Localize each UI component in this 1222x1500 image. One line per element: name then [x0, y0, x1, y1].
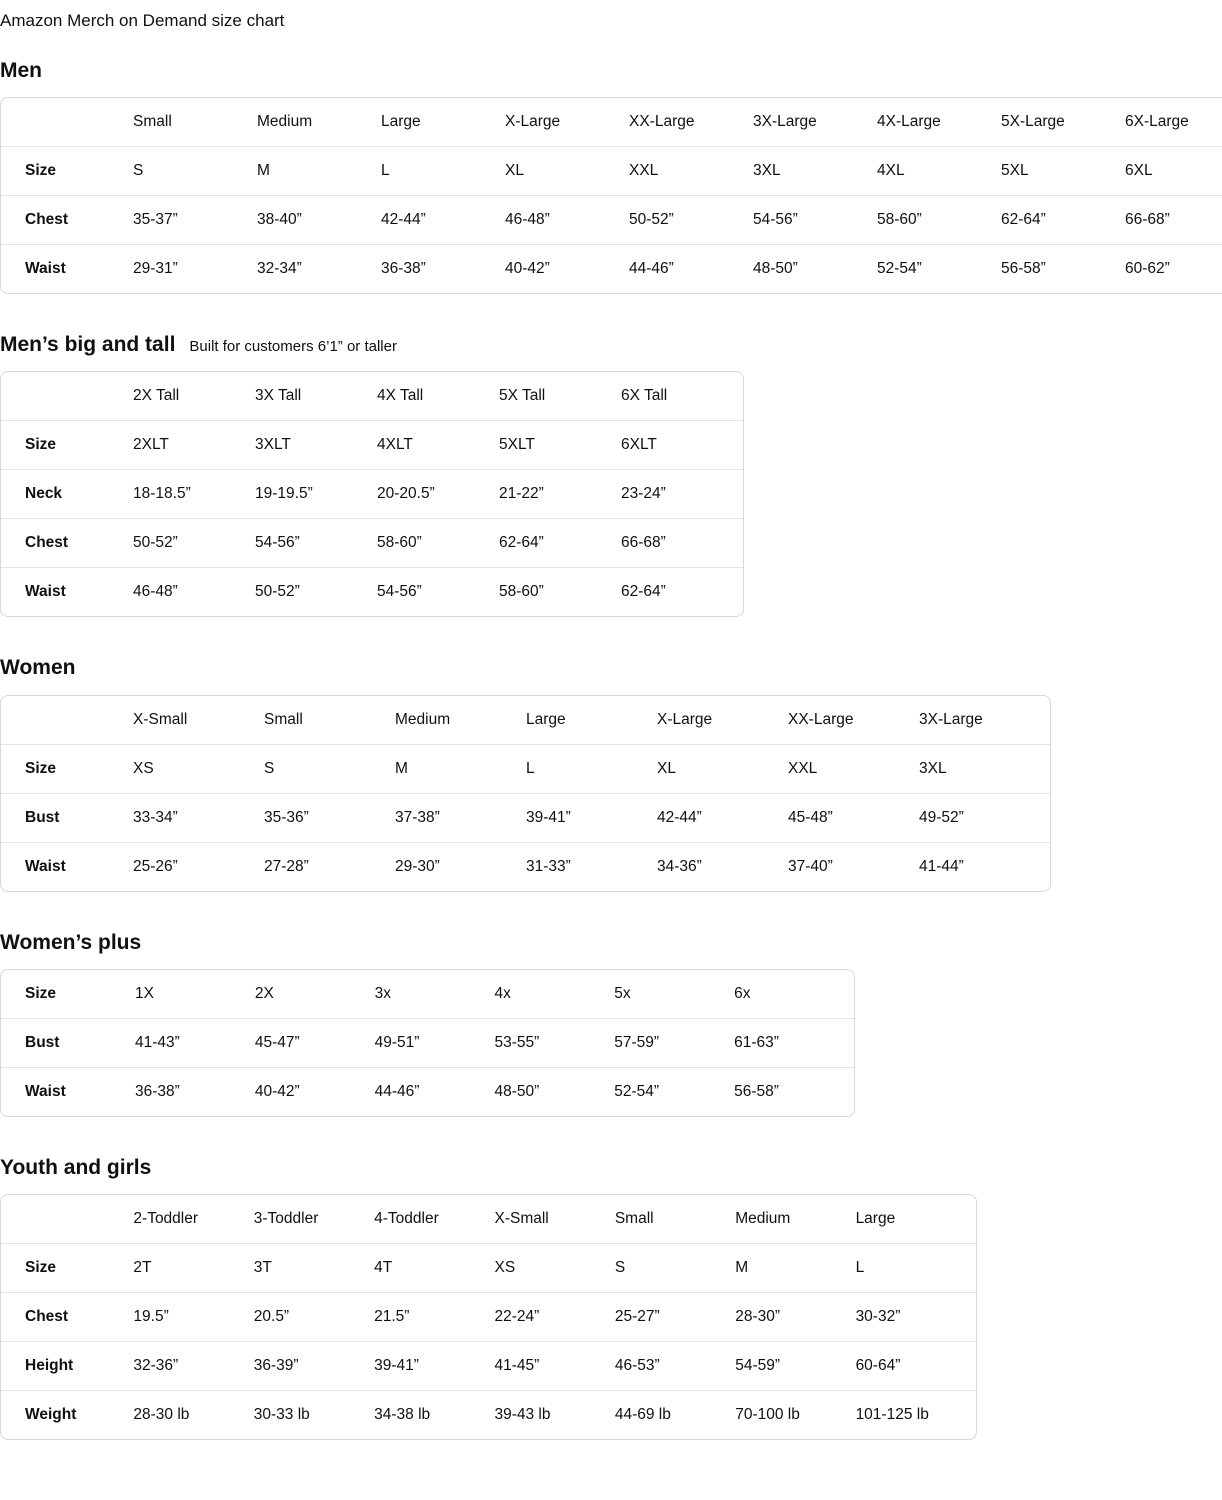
table-cell: 6XL [1125, 147, 1222, 196]
table-cell: S [615, 1244, 735, 1293]
table-cell: 34-38 lb [374, 1406, 431, 1424]
table-cell: S [264, 745, 395, 794]
header-cell: 6X-Large [1125, 98, 1222, 147]
header-cell: Medium [735, 1195, 855, 1244]
header-cell: X-Small [494, 1195, 614, 1244]
section-title-youth-and-girls: Youth and girls [0, 1155, 152, 1179]
size-table-women [0, 695, 1051, 892]
table-cell: 56-58” [1001, 260, 1046, 278]
header-cell: 3X-Large [753, 98, 877, 147]
table-cell: XS [133, 745, 264, 794]
table-cell: 37-38” [395, 794, 526, 843]
row-label: Neck [1, 470, 133, 519]
header-cell: Large [526, 696, 657, 745]
table-header-row [1, 696, 1050, 745]
header-cell: 4X Tall [377, 372, 499, 421]
table-row [1, 970, 854, 1019]
table-cell: 2X [255, 970, 375, 1019]
table-cell: XS [494, 1244, 614, 1293]
table-cell: 4XL [877, 147, 1001, 196]
table-row [1, 568, 743, 616]
table-row [1, 745, 1050, 794]
table-cell: 49-51” [375, 1019, 495, 1068]
table-row [1, 1293, 976, 1342]
table-row [1, 1244, 976, 1293]
header-cell: 3X Tall [255, 372, 377, 421]
table-cell: 18-18.5” [133, 470, 255, 519]
table-cell: 42-44” [657, 794, 788, 843]
table-cell: 54-59” [735, 1342, 855, 1391]
row-label: Waist [25, 260, 66, 278]
table-cell: 50-52” [629, 196, 753, 245]
table-cell: 3XLT [255, 421, 377, 470]
table-cell: 44-46” [374, 1082, 420, 1100]
table-cell: 6x [734, 970, 854, 1019]
table-cell: 50-52” [133, 519, 255, 568]
table-cell: 27-28” [264, 857, 309, 875]
table-cell: 50-52” [255, 583, 300, 601]
table-cell: 25-26” [133, 857, 178, 875]
table-cell: L [526, 745, 657, 794]
table-row [1, 1068, 854, 1116]
row-label: Size [1, 970, 135, 1019]
table-cell: 23-24” [621, 470, 743, 519]
header-cell: 3-Toddler [254, 1195, 374, 1244]
table-cell: XL [505, 147, 629, 196]
table-cell: 41-44” [919, 857, 964, 875]
row-label: Chest [1, 1293, 133, 1342]
row-label: Size [1, 421, 133, 470]
table-cell: XXL [629, 147, 753, 196]
table-cell: S [133, 147, 257, 196]
table-cell: 49-52” [919, 794, 1050, 843]
table-cell: 48-50” [494, 1082, 540, 1100]
table-cell: 22-24” [494, 1293, 614, 1342]
table-cell: 30-32” [856, 1293, 976, 1342]
table-cell: 57-59” [614, 1019, 734, 1068]
table-row [1, 196, 1222, 245]
header-cell [1, 696, 133, 745]
table-cell: 45-47” [255, 1019, 375, 1068]
table-cell: 62-64” [1001, 196, 1125, 245]
row-label: Chest [1, 519, 133, 568]
table-cell: 58-60” [377, 519, 499, 568]
section-womens-plus [0, 930, 1222, 1117]
table-cell: 20.5” [254, 1293, 374, 1342]
table-cell: 46-48” [133, 583, 178, 601]
table-row [1, 1019, 854, 1068]
table-cell: L [381, 147, 505, 196]
table-cell: 52-54” [877, 260, 922, 278]
table-cell: 41-43” [135, 1019, 255, 1068]
table-cell: 38-40” [257, 196, 381, 245]
table-cell: 42-44” [381, 196, 505, 245]
table-cell: 30-33 lb [253, 1406, 310, 1424]
table-cell: 60-62” [1125, 260, 1170, 278]
section-header-mens-big-and-tall [0, 332, 1222, 357]
row-label: Chest [1, 196, 133, 245]
table-cell: 70-100 lb [735, 1406, 800, 1424]
header-cell: Medium [395, 696, 526, 745]
section-women [0, 655, 1222, 891]
table-cell: 34-36” [657, 857, 702, 875]
table-cell: 53-55” [494, 1019, 614, 1068]
table-header-row [1, 1195, 976, 1244]
table-cell: 35-36” [264, 794, 395, 843]
header-cell [1, 1195, 133, 1244]
section-header-men [0, 58, 1222, 83]
table-cell: M [395, 745, 526, 794]
table-cell: 32-36” [133, 1342, 253, 1391]
table-cell: 25-27” [615, 1293, 735, 1342]
table-cell: 58-60” [499, 583, 544, 601]
header-cell: Large [856, 1195, 976, 1244]
table-cell: 19.5” [133, 1293, 253, 1342]
table-row [1, 245, 1222, 293]
row-label: Size [1, 1244, 133, 1293]
header-cell: Medium [257, 98, 381, 147]
header-cell: 5X Tall [499, 372, 621, 421]
row-label: Bust [1, 794, 133, 843]
table-cell: 41-45” [494, 1342, 614, 1391]
table-cell: 44-46” [629, 260, 674, 278]
table-cell: M [735, 1244, 855, 1293]
table-cell: 5x [614, 970, 734, 1019]
header-cell: 4-Toddler [374, 1195, 494, 1244]
header-cell [1, 372, 133, 421]
table-cell: 101-125 lb [855, 1406, 929, 1424]
table-cell: 2T [133, 1244, 253, 1293]
table-cell: 60-64” [856, 1342, 976, 1391]
section-header-youth-and-girls [0, 1155, 1222, 1180]
table-row [1, 147, 1222, 196]
row-label: Height [1, 1342, 133, 1391]
row-label: Waist [25, 583, 66, 601]
section-men [0, 58, 1222, 294]
header-cell: 5X-Large [1001, 98, 1125, 147]
header-cell: XX-Large [629, 98, 753, 147]
table-cell: 5XLT [499, 421, 621, 470]
table-cell: 3XL [753, 147, 877, 196]
table-row [1, 794, 1050, 843]
header-cell: 6X Tall [621, 372, 743, 421]
section-mens-big-and-tall [0, 332, 1222, 617]
header-cell: Small [615, 1195, 735, 1244]
table-cell: 21-22” [499, 470, 621, 519]
table-cell: 66-68” [1125, 196, 1222, 245]
table-row [1, 519, 743, 568]
table-cell: 3T [254, 1244, 374, 1293]
table-header-row [1, 98, 1222, 147]
table-cell: 40-42” [505, 260, 550, 278]
table-cell: 39-41” [374, 1342, 494, 1391]
table-cell: 58-60” [877, 196, 1001, 245]
header-cell [1, 98, 133, 147]
section-title-women: Women [0, 656, 76, 680]
table-cell: 21.5” [374, 1293, 494, 1342]
section-header-womens-plus [0, 930, 1222, 955]
table-cell: 5XL [1001, 147, 1125, 196]
table-cell: 28-30 lb [133, 1406, 190, 1424]
page-title: Amazon Merch on Demand size chart [0, 11, 285, 30]
size-table-mens-big-and-tall [0, 371, 744, 617]
table-cell: 46-53” [615, 1342, 735, 1391]
row-label: Size [1, 745, 133, 794]
size-table-men [0, 97, 1222, 294]
table-cell: 28-30” [735, 1293, 855, 1342]
section-header-women [0, 655, 1222, 680]
section-title-mens-big-and-tall: Men’s big and tall [0, 333, 176, 357]
table-cell: 36-38” [135, 1082, 180, 1100]
table-row [1, 421, 743, 470]
table-row [1, 470, 743, 519]
table-cell: 31-33” [526, 857, 571, 875]
table-cell: 1X [135, 970, 255, 1019]
table-cell: 56-58” [734, 1082, 779, 1100]
table-cell: 52-54” [614, 1082, 660, 1100]
table-cell: 46-48” [505, 196, 629, 245]
table-cell: 29-30” [395, 857, 440, 875]
table-cell: 35-37” [133, 196, 257, 245]
table-cell: 4T [374, 1244, 494, 1293]
header-cell: X-Small [133, 696, 264, 745]
header-cell: 2-Toddler [133, 1195, 253, 1244]
table-cell: 37-40” [788, 857, 833, 875]
header-cell: 3X-Large [919, 696, 1050, 745]
table-cell: 54-56” [753, 196, 877, 245]
table-cell: 45-48” [788, 794, 919, 843]
size-table-youth-and-girls [0, 1194, 977, 1440]
table-cell: 2XLT [133, 421, 255, 470]
table-cell: L [856, 1244, 976, 1293]
table-cell: 6XLT [621, 421, 743, 470]
header-cell: 4X-Large [877, 98, 1001, 147]
table-cell: 36-39” [254, 1342, 374, 1391]
table-cell: 39-43 lb [494, 1406, 551, 1424]
table-cell: 4XLT [377, 421, 499, 470]
table-header-row [1, 372, 743, 421]
table-cell: 32-34” [257, 260, 302, 278]
table-cell: 54-56” [377, 583, 422, 601]
header-cell: X-Large [505, 98, 629, 147]
table-row [1, 1391, 976, 1439]
table-cell: 48-50” [753, 260, 798, 278]
table-cell: 36-38” [381, 260, 426, 278]
table-cell: 20-20.5” [377, 470, 499, 519]
section-youth-and-girls [0, 1155, 1222, 1440]
table-cell: 40-42” [254, 1082, 300, 1100]
table-cell: XL [657, 745, 788, 794]
header-cell: Small [264, 696, 395, 745]
table-cell: XXL [788, 745, 919, 794]
table-cell: 54-56” [255, 519, 377, 568]
table-cell: 62-64” [499, 519, 621, 568]
table-cell: 29-31” [133, 260, 178, 278]
table-cell: 33-34” [133, 794, 264, 843]
table-cell: 39-41” [526, 794, 657, 843]
row-label: Weight [25, 1406, 77, 1424]
table-cell: 44-69 lb [614, 1406, 671, 1424]
header-cell: Large [381, 98, 505, 147]
section-note-mens-big-and-tall: Built for customers 6’1” or taller [189, 338, 397, 356]
header-cell: 2X Tall [133, 372, 255, 421]
header-cell: XX-Large [788, 696, 919, 745]
table-cell: 66-68” [621, 519, 743, 568]
table-cell: 4x [494, 970, 614, 1019]
table-cell: 3x [375, 970, 495, 1019]
section-title-men: Men [0, 59, 42, 83]
table-row [1, 1342, 976, 1391]
section-title-womens-plus: Women’s plus [0, 930, 142, 954]
table-cell: 62-64” [621, 583, 666, 601]
table-row [1, 843, 1050, 891]
header-cell: Small [133, 98, 257, 147]
table-cell: 3XL [919, 745, 1050, 794]
row-label: Size [1, 147, 133, 196]
header-cell: X-Large [657, 696, 788, 745]
row-label: Waist [25, 857, 66, 875]
table-cell: 19-19.5” [255, 470, 377, 519]
size-table-womens-plus [0, 969, 855, 1117]
row-label: Bust [1, 1019, 135, 1068]
table-cell: M [257, 147, 381, 196]
row-label: Waist [25, 1082, 66, 1100]
table-cell: 61-63” [734, 1019, 854, 1068]
